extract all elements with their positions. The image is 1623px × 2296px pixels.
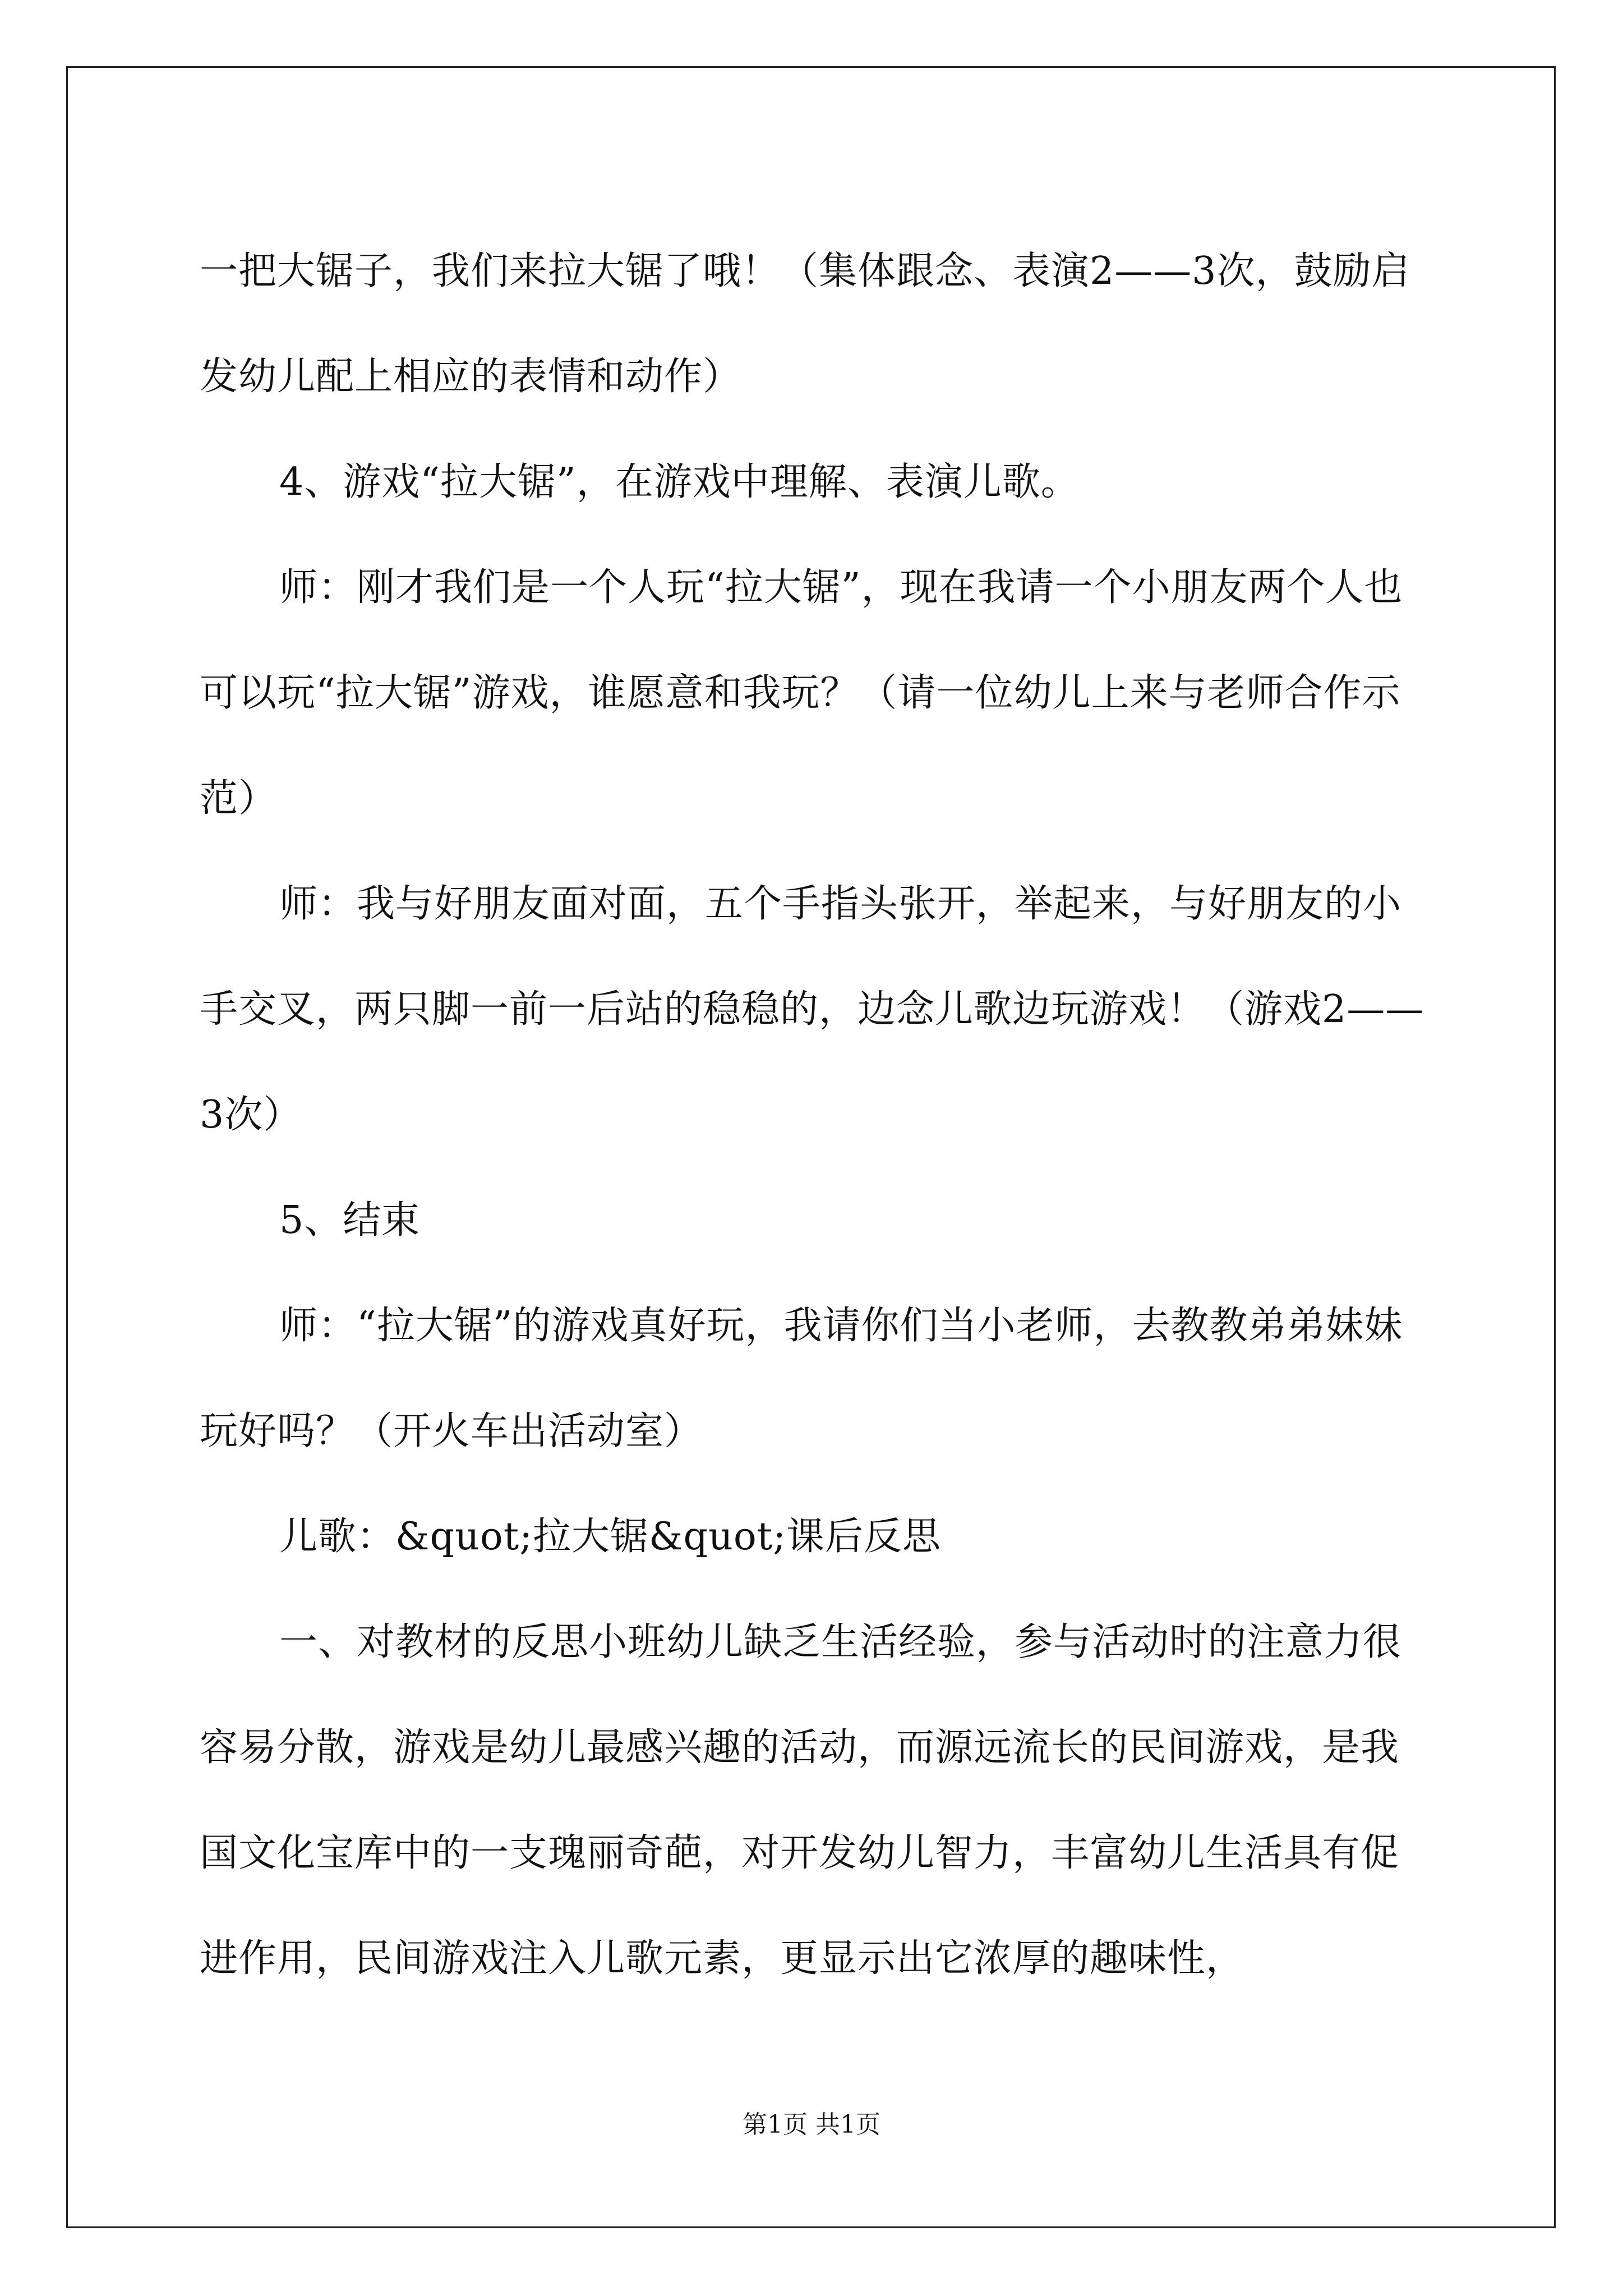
paragraph: 5、结束 (279, 1198, 421, 1243)
paragraph: 师：我与好朋友面对面，五个手指头张开，举起来，与好朋友的小手交叉，两只脚一前一后站的稳稳的，边念儿歌边玩游戏！（游戏2——3次） (200, 882, 1424, 1137)
paragraph: 4、游戏“拉大锯”，在游戏中理解、表演儿歌。 (279, 460, 1080, 504)
paragraph: 一、对教材的反思小班幼儿缺乏生活经验，参与活动时的注意力很容易分散，游戏是幼儿最感兴趣的活动，而源远流长的民间游戏，是我国文化宝库中的一支瑰丽奇葩，对开发幼儿智力，丰富幼儿生活具有促进作用，民间游戏注入儿歌元素，更显示出它浓厚的趣味性， (200, 1620, 1402, 1981)
paragraph: 师：刚才我们是一个人玩“拉大锯”，现在我请一个小朋友两个人也可以玩“拉大锯”游戏，谁愿意和我玩？（请一位幼儿上来与老师合作示范） (200, 565, 1403, 821)
document-body (200, 219, 1433, 2012)
paragraph: 一把大锯子，我们来拉大锯了哦！（集体跟念、表演2——3次，鼓励启发幼儿配上相应的表情和动作） (200, 249, 1410, 399)
paragraph: 师：“拉大锯”的游戏真好玩，我请你们当小老师，去教教弟弟妹妹玩好吗？（开火车出活动室） (200, 1304, 1403, 1453)
page-footer: 第1页 共1页 (743, 2110, 880, 2139)
paragraph: 儿歌：&quot;拉大锯&quot;课后反思 (279, 1515, 942, 1559)
